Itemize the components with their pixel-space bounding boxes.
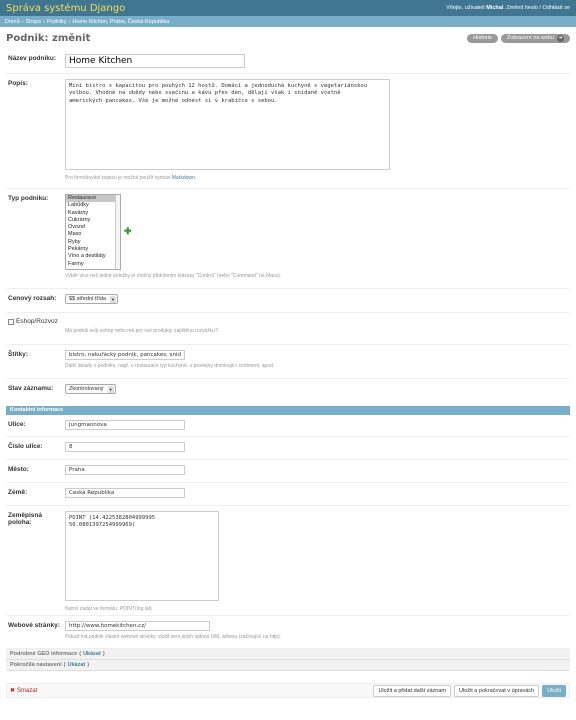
type-option[interactable]: Farmy [68, 260, 84, 267]
geo-details-show-link[interactable]: Ukázat [83, 651, 101, 657]
price-label: Cenový rozsah: [8, 295, 57, 302]
number-input[interactable] [65, 442, 185, 452]
save-button[interactable]: Uložit [542, 685, 566, 697]
row-geo [6, 506, 570, 616]
type-label: Typ podniku: [8, 195, 49, 202]
advanced-settings-title: Pokročilá nastavení [10, 662, 62, 668]
breadcrumb-podniky[interactable]: Podniky [46, 18, 67, 25]
geo-label-line1: Zeměpisná [8, 512, 42, 519]
geo-label-line2: poloha: [8, 519, 32, 526]
eshop-checkbox[interactable] [8, 319, 14, 325]
row-type [6, 189, 570, 289]
status-select[interactable] [65, 384, 116, 394]
breadcrumb-shops[interactable]: Shops [25, 18, 42, 25]
row-city [6, 460, 570, 483]
row-status [6, 379, 570, 403]
multiselect-scrollbar[interactable] [115, 195, 120, 269]
row-street [6, 415, 570, 437]
web-help: Pokud má podnik vlastní webové stránky, vložit sem jejich úplnou URL adresu (začínající na http). [65, 634, 282, 640]
history-button[interactable] [467, 34, 498, 43]
history-label: Historie [473, 35, 492, 41]
description-help-text: Pro formátování popisu je možné použít syntaxi [65, 175, 171, 181]
eshop-help: Má podnik svůj eshop nebo má pro své produkty zajištěnu rozvážku? [65, 328, 218, 334]
country-input[interactable] [65, 488, 185, 498]
status-value: Zkontrolovaný [69, 386, 104, 392]
tags-label: Štítky: [8, 351, 28, 358]
price-select[interactable] [65, 294, 118, 304]
type-option[interactable]: Pekárny [68, 246, 89, 253]
description-help: Pro formátování popisu je možné použít syntaxi Markdown. [65, 175, 197, 181]
markdown-link[interactable]: Markdown [171, 175, 195, 181]
type-help: Výběr více než jedné položky je možný přidržením klávesy "Control" (nebo "Command" na Macu). [65, 273, 282, 279]
advanced-settings-show-link[interactable]: Ukázat [67, 662, 86, 668]
delete-link[interactable] [10, 687, 37, 694]
type-option[interactable]: Cukrárny [68, 216, 91, 223]
number-label: Číslo ulice: [8, 443, 43, 450]
row-name [6, 49, 570, 74]
type-option[interactable]: Ryby [68, 238, 81, 245]
breadcrumb: Domů › Shops › Podniky › Home Kitchen, Praha, Česká Republika [0, 16, 576, 27]
user-tools: Vítejte, uživateli Michal. Změnit heslo / Odhlásit se [446, 5, 570, 11]
add-plus-icon[interactable]: ✚ [124, 226, 132, 236]
site-branding[interactable]: Správa systému Django [6, 2, 126, 14]
contact-section-heading: Kontaktní informace [6, 406, 570, 415]
geo-textarea[interactable] [65, 511, 219, 601]
chevron-down-icon: ▼ [108, 386, 113, 392]
tags-input[interactable] [65, 350, 185, 360]
web-input[interactable] [65, 621, 210, 631]
header [0, 0, 576, 16]
advanced-settings-section: Pokročilá nastavení ( Ukázat ) [6, 660, 570, 671]
row-price [6, 289, 570, 313]
delete-x-icon: ✖ [10, 688, 16, 694]
breadcrumb-home[interactable]: Domů [5, 18, 20, 25]
type-option[interactable]: Kavárny [68, 209, 89, 216]
arrow-right-icon: ➜ [558, 35, 563, 41]
type-option[interactable]: Restaurace [66, 195, 115, 202]
type-option[interactable]: Maso [68, 231, 82, 238]
type-multiselect[interactable] [65, 194, 121, 270]
street-label: Ulice: [8, 421, 26, 428]
geo-details-section: Podrobné GEO informace ( Ukázat ) [6, 649, 570, 660]
save-and-add-button[interactable]: Uložit a přidat další záznam [373, 685, 451, 697]
row-tags [6, 345, 570, 379]
status-label: Stav záznamu: [8, 385, 54, 392]
street-input[interactable] [65, 420, 185, 430]
logout-link[interactable]: Odhlásit se [542, 5, 570, 11]
delete-label: Smazat [17, 687, 38, 694]
row-eshop [6, 313, 570, 345]
type-option[interactable]: Ovozel [68, 224, 86, 231]
welcome-text: Vítejte, uživateli [446, 5, 485, 11]
breadcrumb-current: Home Kitchen, Praha, Česká Republika [72, 18, 170, 25]
change-password-link[interactable]: Změnit heslo [506, 5, 538, 11]
view-on-site-label: Zobrazení na webu [506, 35, 554, 41]
type-option[interactable]: Víno a destiláty [68, 253, 106, 260]
tags-help: Další detaily o podniku, např. u restaurace typ kuchyně, u prodejny dominující sortiment, apod. [65, 363, 275, 369]
geo-label [8, 511, 65, 610]
chevron-down-icon: ▼ [111, 296, 115, 302]
city-label: Město: [8, 466, 29, 473]
geo-details-title: Podrobné GEO informace [10, 651, 78, 657]
row-web [6, 616, 570, 649]
type-option[interactable]: Lahůdky [68, 202, 89, 209]
view-on-site-button[interactable] [501, 34, 570, 43]
country-label: Země: [8, 489, 28, 496]
name-input[interactable] [65, 54, 245, 68]
name-label: Název podniku: [8, 55, 57, 62]
description-label: Popis: [8, 80, 28, 87]
save-and-continue-button[interactable]: Uložit a pokračovat v úpravách [454, 685, 539, 697]
eshop-label: Eshop/Rozvoz [16, 318, 58, 325]
page-title: Podnik: změnit [6, 32, 91, 44]
row-country [6, 483, 570, 506]
geo-help: Nutno zadat ve formátu: POINT(lng lat) [65, 606, 152, 612]
price-value: $$ střední třída [69, 296, 106, 302]
web-label: Webové stránky: [8, 622, 60, 629]
object-tools [467, 34, 570, 43]
change-form [0, 49, 576, 671]
submit-row [6, 683, 570, 698]
username: Michal [486, 5, 504, 11]
row-description [6, 74, 570, 189]
description-textarea[interactable] [65, 79, 390, 170]
city-input[interactable] [65, 465, 185, 475]
row-number [6, 437, 570, 460]
